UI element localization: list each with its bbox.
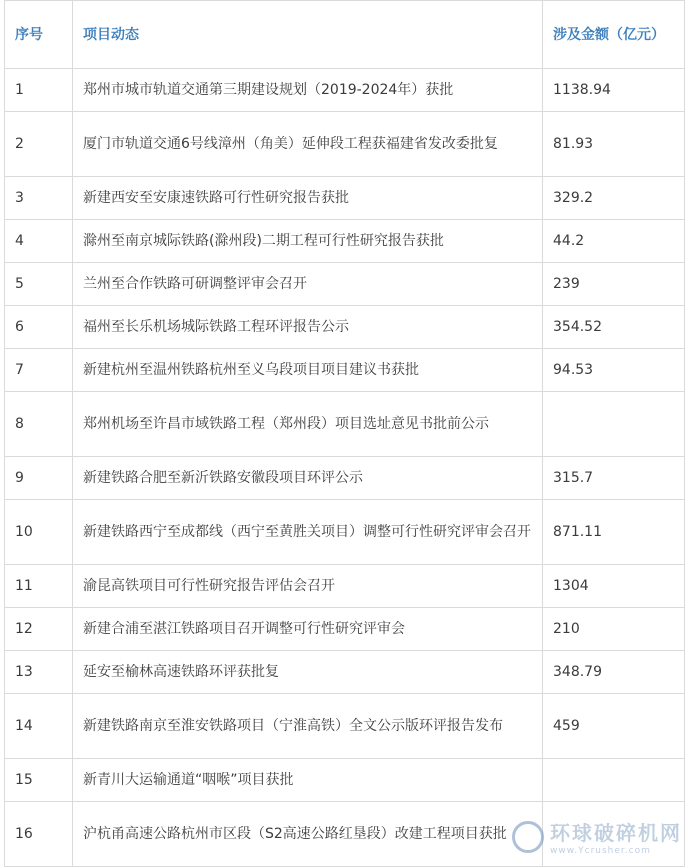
cell-project: 厦门市轨道交通6号线漳州（角美）延伸段工程获福建省发改委批复 (73, 112, 543, 177)
cell-amount: 94.53 (543, 349, 685, 392)
cell-amount: 348.79 (543, 651, 685, 694)
table-row (5, 802, 685, 867)
table-row (5, 651, 685, 694)
cell-project: 新建铁路西宁至成都线（西宁至黄胜关项目）调整可行性研究评审会召开 (73, 500, 543, 565)
table-row (5, 69, 685, 112)
cell-project: 渝昆高铁项目可行性研究报告评估会召开 (73, 565, 543, 608)
watermark-title: 环球破碎机网 (550, 821, 682, 845)
cell-amount: 1304 (543, 565, 685, 608)
cell-amount: 1138.94 (543, 69, 685, 112)
table-row (5, 349, 685, 392)
cell-index: 10 (5, 500, 73, 565)
cell-index: 3 (5, 177, 73, 220)
cell-index: 2 (5, 112, 73, 177)
table-row (5, 306, 685, 349)
cell-index: 5 (5, 263, 73, 306)
cell-project: 延安至榆林高速铁路环评获批复 (73, 651, 543, 694)
cell-project: 兰州至合作铁路可研调整评审会召开 (73, 263, 543, 306)
cell-amount: 81.93 (543, 112, 685, 177)
cell-project: 新建铁路南京至淮安铁路项目（宁淮高铁）全文公示版环评报告发布 (73, 694, 543, 759)
watermark-url: www.Ycrusher.com (550, 846, 651, 856)
cell-index: 12 (5, 608, 73, 651)
cell-amount: 44.2 (543, 220, 685, 263)
cell-project: 新青川大运输通道“咽喉”项目获批 (73, 759, 543, 802)
table-row (5, 220, 685, 263)
cell-index: 14 (5, 694, 73, 759)
cell-amount: 871.11 (543, 500, 685, 565)
header-project: 项目动态 (73, 1, 543, 69)
cell-project: 福州至长乐机场城际铁路工程环评报告公示 (73, 306, 543, 349)
table-row (5, 500, 685, 565)
table-row (5, 694, 685, 759)
table-row (5, 177, 685, 220)
cell-project: 新建铁路合肥至新沂铁路安徽段项目环评公示 (73, 457, 543, 500)
cell-amount: 239 (543, 263, 685, 306)
table-row (5, 759, 685, 802)
table-row (5, 608, 685, 651)
cell-index: 11 (5, 565, 73, 608)
cell-index: 7 (5, 349, 73, 392)
cell-project: 滁州至南京城际铁路(滁州段)二期工程可行性研究报告获批 (73, 220, 543, 263)
cell-project: 郑州市城市轨道交通第三期建设规划（2019-2024年）获批 (73, 69, 543, 112)
cell-index: 1 (5, 69, 73, 112)
cell-index: 6 (5, 306, 73, 349)
header-index: 序号 (5, 1, 73, 69)
table-row (5, 565, 685, 608)
header-amount: 涉及金额（亿元） (543, 1, 685, 69)
project-table (4, 0, 685, 867)
table-row (5, 263, 685, 306)
table-row (5, 392, 685, 457)
cell-project: 郑州机场至许昌市域铁路工程（郑州段）项目选址意见书批前公示 (73, 392, 543, 457)
cell-project: 沪杭甬高速公路杭州市区段（S2高速公路红垦段）改建工程项目获批 (73, 802, 543, 867)
cell-index: 8 (5, 392, 73, 457)
cell-project: 新建杭州至温州铁路杭州至义乌段项目项目建议书获批 (73, 349, 543, 392)
cell-index: 15 (5, 759, 73, 802)
cell-amount: 315.7 (543, 457, 685, 500)
table-header-row (5, 1, 685, 69)
table-row (5, 112, 685, 177)
cell-amount: 459 (543, 694, 685, 759)
cell-amount (543, 392, 685, 457)
cell-index: 9 (5, 457, 73, 500)
cell-index: 4 (5, 220, 73, 263)
cell-project: 新建西安至安康速铁路可行性研究报告获批 (73, 177, 543, 220)
cell-amount: 329.2 (543, 177, 685, 220)
cell-index: 16 (5, 802, 73, 867)
cell-amount (543, 802, 685, 867)
cell-amount: 210 (543, 608, 685, 651)
table-row (5, 457, 685, 500)
cell-index: 13 (5, 651, 73, 694)
cell-project: 新建合浦至湛江铁路项目召开调整可行性研究评审会 (73, 608, 543, 651)
cell-amount (543, 759, 685, 802)
cell-amount: 354.52 (543, 306, 685, 349)
